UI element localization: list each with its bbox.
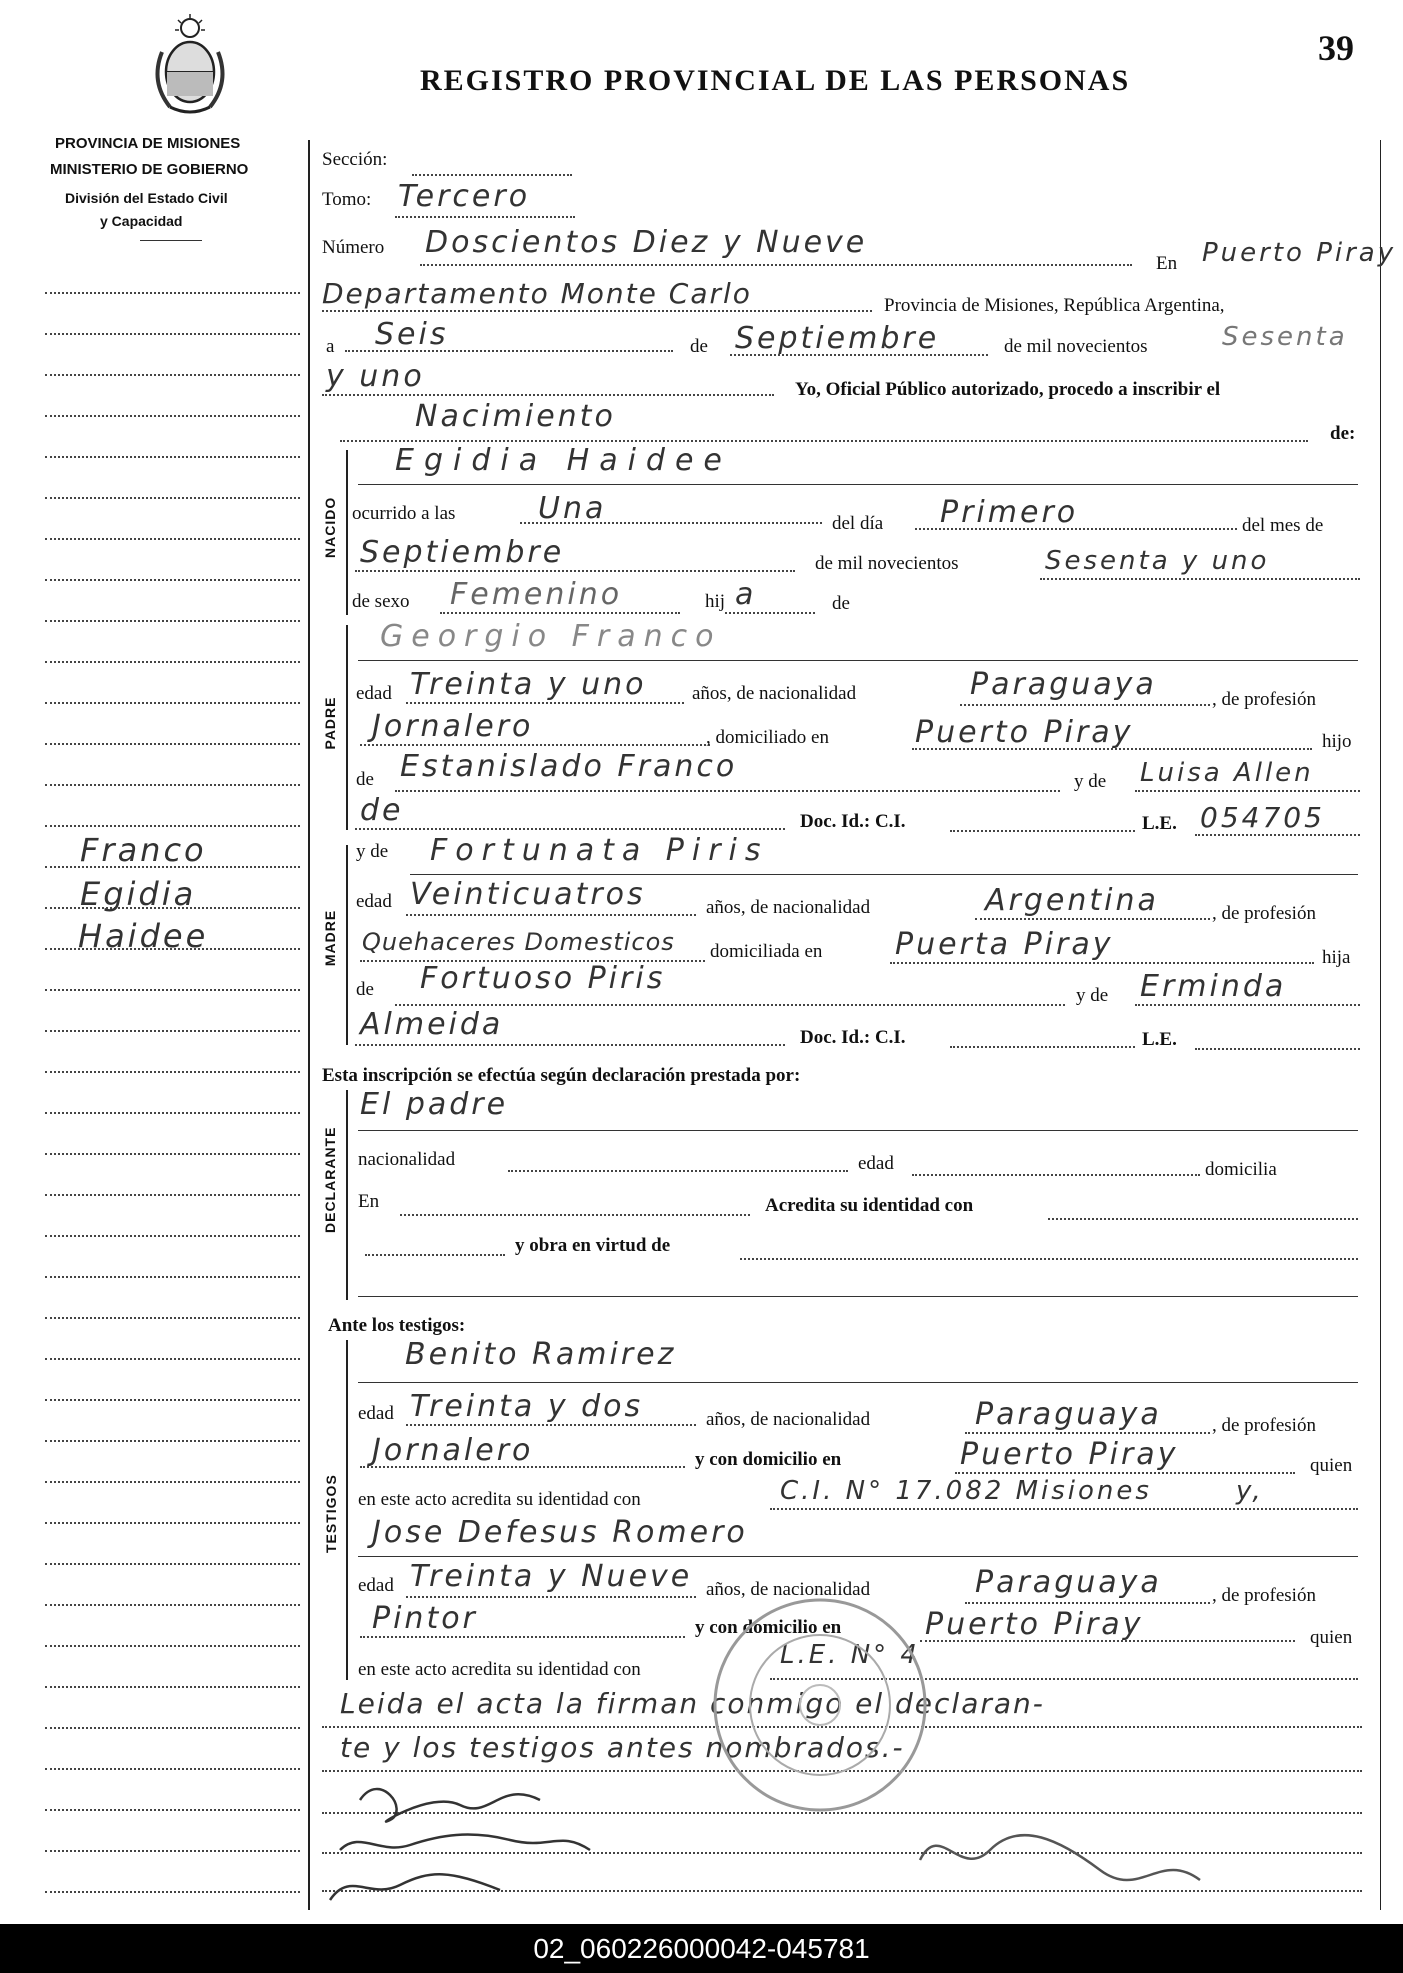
margin-rule bbox=[45, 1317, 300, 1319]
margin-rule bbox=[45, 538, 300, 540]
madre-edad-label: edad bbox=[356, 891, 392, 912]
cierre-line-1: Leida el acta la firman conmigo el declaran- bbox=[340, 1687, 1045, 1720]
domiciliado-label: , domiciliado en bbox=[706, 727, 829, 748]
t1-prof-line bbox=[360, 1466, 685, 1468]
madre-edad-value: Veinticuatros bbox=[410, 877, 646, 912]
header-divider bbox=[140, 240, 202, 241]
yo-oficial-label: Yo, Oficial Público autorizado, procedo a inscribir el bbox=[795, 379, 1221, 400]
decl-nacionalidad-line bbox=[508, 1170, 848, 1172]
nombre-line bbox=[358, 484, 1358, 485]
hija-label: hija bbox=[1322, 947, 1351, 968]
t2-prof-value: Pintor bbox=[372, 1601, 478, 1636]
numero-line bbox=[420, 264, 1132, 266]
padre-prof-value: Jornalero bbox=[372, 709, 534, 744]
numero-label: Número bbox=[322, 237, 385, 258]
padre-profesion-label: , de profesión bbox=[1212, 689, 1316, 710]
sexo-line bbox=[440, 612, 680, 614]
nacido-side-label: NACIDO bbox=[322, 496, 338, 558]
testigo1-line bbox=[358, 1382, 1358, 1383]
margin-note-name1: Egidia bbox=[80, 875, 197, 913]
padre-nac-line bbox=[960, 704, 1210, 706]
padre-side-label: PADRE bbox=[322, 696, 338, 750]
mes-nac-line bbox=[355, 570, 795, 572]
declarante-value: El padre bbox=[360, 1087, 509, 1122]
hij-label: hij bbox=[705, 591, 726, 612]
padre-madre-value-2: de bbox=[360, 793, 404, 828]
t1-domicilio-label: y con domicilio en bbox=[695, 1449, 842, 1470]
madre-madre-line-2 bbox=[355, 1044, 785, 1046]
madre-nac-line bbox=[975, 918, 1210, 920]
margin-note-name2: Haidee bbox=[78, 917, 209, 955]
padre-nombre-line bbox=[358, 660, 1358, 661]
mes-value: Septiembre bbox=[735, 321, 940, 356]
madre-prof-value: Quehaceres Domesticos bbox=[362, 928, 675, 956]
decl-edad-line bbox=[912, 1174, 1200, 1176]
t1-doc-value: C.I. N° 17.082 Misiones bbox=[780, 1476, 1152, 1506]
padre-le-value: 054705 bbox=[1200, 801, 1325, 834]
t2-domicilio-label: y con domicilio en bbox=[695, 1617, 842, 1638]
madre-le-label: L.E. bbox=[1142, 1029, 1177, 1050]
testigos-rule bbox=[346, 1340, 348, 1680]
madre-nombre-value: Fortunata Piris bbox=[430, 833, 769, 868]
signatures-icon bbox=[300, 1760, 1370, 1920]
declarante-line bbox=[358, 1130, 1358, 1131]
declarante-side-label: DECLARANTE bbox=[322, 1126, 338, 1233]
t1-edad-label: edad bbox=[358, 1403, 394, 1424]
hijo-label: hijo bbox=[1322, 731, 1352, 752]
testigos-side-label: TESTIGOS bbox=[323, 1474, 339, 1553]
departamento-line bbox=[322, 310, 872, 312]
tomo-value: Tercero bbox=[398, 179, 531, 214]
de-mil-novecientos-label: de mil novecientos bbox=[815, 553, 959, 574]
seccion-label: Sección: bbox=[322, 149, 388, 170]
declarante-rule bbox=[346, 1090, 348, 1300]
padre-madre-line bbox=[1135, 790, 1360, 792]
margin-rule bbox=[45, 415, 300, 417]
madre-profesion-label: , de profesión bbox=[1212, 903, 1316, 924]
t2-dom-line bbox=[920, 1640, 1295, 1642]
margin-rule bbox=[45, 497, 300, 499]
padre-le-line bbox=[1195, 834, 1360, 836]
sexo-label: de sexo bbox=[352, 591, 410, 612]
padre-padre-line bbox=[395, 790, 1060, 792]
margin-rule bbox=[45, 1522, 300, 1524]
margin-rule bbox=[45, 1112, 300, 1114]
dia-value: Seis bbox=[375, 317, 449, 352]
margin-rule bbox=[45, 292, 300, 294]
padre-rule bbox=[346, 625, 348, 830]
anio-line bbox=[322, 394, 774, 396]
dia-line bbox=[345, 350, 673, 352]
margin-rule bbox=[45, 1235, 300, 1237]
madre-side-label: MADRE bbox=[322, 909, 338, 967]
t1-acredita-label: en este acto acredita su identidad con bbox=[358, 1489, 641, 1510]
t1-dom-line bbox=[955, 1472, 1295, 1474]
hij-line bbox=[725, 612, 815, 614]
margin-rule bbox=[45, 456, 300, 458]
margin-rule bbox=[45, 1399, 300, 1401]
t2-quien-label: quien bbox=[1310, 1627, 1353, 1648]
margin-rule bbox=[45, 1358, 300, 1360]
margin-rule bbox=[45, 1645, 300, 1647]
madre-padre-line bbox=[395, 1004, 1065, 1006]
padre-madre-value: Luisa Allen bbox=[1140, 758, 1314, 788]
t1-edad-value: Treinta y dos bbox=[410, 1389, 644, 1424]
padre-dom-line bbox=[912, 748, 1312, 750]
madre-madre-value-2: Almeida bbox=[360, 1007, 504, 1042]
t1-anos-label: años, de nacionalidad bbox=[706, 1409, 871, 1430]
madre-nombre-line bbox=[410, 874, 1358, 875]
padre-prof-line bbox=[360, 744, 710, 746]
ante-testigos-label: Ante los testigos: bbox=[328, 1315, 466, 1336]
t1-acredita-line bbox=[770, 1508, 1358, 1510]
anio-value-2: y uno bbox=[326, 359, 425, 394]
margin-rule bbox=[45, 1727, 300, 1729]
madre-doc-line bbox=[950, 1046, 1135, 1048]
anio-nac-value: Sesenta y uno bbox=[1045, 546, 1270, 576]
a-label: a bbox=[326, 336, 335, 357]
ministry-label: MINISTERIO DE GOBIERNO bbox=[50, 161, 249, 178]
hora-line bbox=[520, 522, 822, 524]
madre-le-line bbox=[1195, 1048, 1360, 1050]
padre-edad-label: edad bbox=[356, 683, 392, 704]
margin-rule bbox=[45, 1809, 300, 1811]
departamento-value: Departamento Monte Carlo bbox=[322, 277, 752, 310]
padre-doc-line bbox=[950, 830, 1135, 832]
t2-anos-label: años, de nacionalidad bbox=[706, 1579, 871, 1600]
t1-edad-line bbox=[406, 1424, 696, 1426]
numero-value: Doscientos Diez y Nueve bbox=[425, 225, 868, 260]
margin-rule bbox=[45, 1153, 300, 1155]
del-mes-label: del mes de bbox=[1242, 515, 1324, 536]
margin-rule bbox=[45, 661, 300, 663]
inscripcion-label: Esta inscripción se efectúa según declaración prestada por: bbox=[322, 1065, 801, 1086]
decl-acredita-label: Acredita su identidad con bbox=[765, 1195, 974, 1216]
acto-line bbox=[340, 440, 1308, 442]
margin-rule bbox=[45, 1440, 300, 1442]
en-label: En bbox=[1156, 253, 1178, 274]
page-number: 39 bbox=[1318, 28, 1354, 68]
t2-dom-value: Puerto Piray bbox=[925, 1607, 1144, 1642]
madre-nac-value: Argentina bbox=[985, 883, 1159, 918]
margin-rule bbox=[45, 333, 300, 335]
margin-rule bbox=[45, 1481, 300, 1483]
lugar-value: Puerto Piray bbox=[1202, 238, 1397, 268]
madre-dom-line bbox=[890, 962, 1314, 964]
domiciliada-label: domiciliada en bbox=[710, 941, 823, 962]
t2-profesion-label: , de profesión bbox=[1212, 1585, 1316, 1606]
margin-rule bbox=[45, 1768, 300, 1770]
t1-nac-line bbox=[965, 1432, 1210, 1434]
mes-nac-value: Septiembre bbox=[360, 535, 565, 570]
t2-edad-label: edad bbox=[358, 1575, 394, 1596]
dia-nac-line bbox=[915, 528, 1237, 530]
t1-quien-label: quien bbox=[1310, 1455, 1353, 1476]
right-vertical-rule bbox=[1380, 140, 1381, 1910]
t2-doc-value: L.E. N° 4 bbox=[780, 1640, 920, 1670]
margin-rule bbox=[45, 1194, 300, 1196]
tomo-line bbox=[395, 216, 575, 218]
margin-rule bbox=[45, 1891, 300, 1893]
madre-edad-line bbox=[406, 914, 696, 916]
decl-obra-label: y obra en virtud de bbox=[515, 1235, 671, 1256]
sexo-value: Femenino bbox=[450, 577, 623, 612]
margin-rule bbox=[45, 1850, 300, 1852]
dia-nac-value: Primero bbox=[940, 495, 1079, 530]
provincia-label: Provincia de Misiones, República Argentina, bbox=[884, 295, 1225, 316]
madre-doc-label: Doc. Id.: C.I. bbox=[800, 1027, 906, 1048]
margin-rule bbox=[45, 1030, 300, 1032]
nombre-value: Egidia Haidee bbox=[395, 443, 732, 478]
de-label: de bbox=[690, 336, 708, 357]
margin-rule bbox=[45, 784, 300, 786]
padre-dom-value: Puerto Piray bbox=[915, 715, 1134, 750]
padre-edad-value: Treinta y uno bbox=[410, 667, 647, 702]
padre-le-label: L.E. bbox=[1142, 813, 1177, 834]
testigo2-value: Jose Defesus Romero bbox=[372, 1515, 748, 1550]
t1-dom-value: Puerto Piray bbox=[960, 1437, 1179, 1472]
padre-de-label: de bbox=[356, 769, 374, 790]
capacity-label: y Capacidad bbox=[100, 213, 183, 229]
padre-edad-line bbox=[406, 702, 684, 704]
nacido-rule bbox=[346, 450, 348, 615]
madre-madre-value: Erminda bbox=[1140, 969, 1287, 1004]
margin-rule bbox=[45, 989, 300, 991]
tomo-label: Tomo: bbox=[322, 189, 372, 210]
document-title: REGISTRO PROVINCIAL DE LAS PERSONAS bbox=[420, 64, 1131, 97]
padre-doc-label: Doc. Id.: C.I. bbox=[800, 811, 906, 832]
t2-nac-line bbox=[965, 1602, 1210, 1604]
anio-value: Sesenta bbox=[1222, 322, 1348, 352]
hora-value: Una bbox=[538, 491, 607, 526]
seccion-line bbox=[412, 174, 572, 176]
decl-en-line bbox=[400, 1214, 750, 1216]
padre-padre-value: Estanislado Franco bbox=[400, 749, 738, 784]
madre-rule bbox=[346, 845, 348, 1045]
mil-novecientos-label: de mil novecientos bbox=[1004, 336, 1148, 357]
del-dia-label: del día bbox=[832, 513, 884, 534]
mes-line bbox=[730, 354, 988, 356]
testigo2-line bbox=[358, 1556, 1358, 1557]
padre-madre-line-2 bbox=[355, 828, 785, 830]
madre-de-label: de bbox=[356, 979, 374, 1000]
decl-domicilia-label: domicilia bbox=[1205, 1159, 1277, 1180]
margin-rule bbox=[45, 1276, 300, 1278]
margin-note-surname: Franco bbox=[80, 831, 207, 869]
margin-rule bbox=[45, 579, 300, 581]
madre-madre-line bbox=[1135, 1004, 1360, 1006]
de-label-2: de bbox=[832, 593, 850, 614]
document-id-footer: 02_060226000042-045781 bbox=[0, 1924, 1403, 1973]
madre-anos-label: años, de nacionalidad bbox=[706, 897, 871, 918]
madre-padre-value: Fortuoso Piris bbox=[420, 961, 666, 996]
t1-profesion-label: , de profesión bbox=[1212, 1415, 1316, 1436]
margin-rule bbox=[45, 374, 300, 376]
padre-nombre-value: Georgio Franco bbox=[380, 619, 722, 654]
province-label: PROVINCIA DE MISIONES bbox=[55, 135, 241, 152]
margin-rule bbox=[45, 1071, 300, 1073]
margin-rule bbox=[45, 825, 300, 827]
division-label: División del Estado Civil bbox=[65, 190, 228, 206]
decl-bottom-line bbox=[358, 1296, 1358, 1297]
t2-acredita-label: en este acto acredita su identidad con bbox=[358, 1659, 641, 1680]
t2-edad-value: Treinta y Nueve bbox=[410, 1559, 693, 1594]
t2-nac-value: Paraguaya bbox=[975, 1565, 1162, 1600]
padre-anos-label: años, de nacionalidad bbox=[692, 683, 857, 704]
padre-y-de-label: y de bbox=[1074, 771, 1107, 792]
decl-acredita-line bbox=[1048, 1218, 1358, 1220]
margin-rule bbox=[45, 743, 300, 745]
margin-rule bbox=[45, 1604, 300, 1606]
margin-rule bbox=[45, 1563, 300, 1565]
t1-y-value: y, bbox=[1236, 1476, 1264, 1506]
anio-nac-line bbox=[1040, 578, 1360, 580]
t2-edad-line bbox=[406, 1596, 696, 1598]
ocurrido-label: ocurrido a las bbox=[352, 503, 456, 524]
decl-edad-label: edad bbox=[858, 1153, 894, 1174]
t2-prof-line bbox=[360, 1636, 685, 1638]
madre-y-de-label: y de bbox=[356, 841, 389, 862]
decl-en-label: En bbox=[358, 1191, 380, 1212]
de-colon-label: de: bbox=[1330, 423, 1356, 444]
coat-of-arms-icon bbox=[140, 12, 240, 122]
testigo1-value: Benito Ramirez bbox=[405, 1337, 677, 1372]
main-vertical-rule bbox=[308, 140, 310, 1910]
margin-rule bbox=[45, 702, 300, 704]
acto-value: Nacimiento bbox=[415, 399, 616, 434]
margin-rule bbox=[45, 620, 300, 622]
decl-nacionalidad-label: nacionalidad bbox=[358, 1149, 456, 1170]
decl-obra-pre-line bbox=[365, 1254, 505, 1256]
cierre-line-2: te y los testigos antes nombrados.- bbox=[340, 1731, 905, 1764]
t1-prof-value: Jornalero bbox=[372, 1433, 534, 1468]
t1-nac-value: Paraguaya bbox=[975, 1397, 1162, 1432]
margin-rule bbox=[45, 1686, 300, 1688]
madre-dom-value: Puerta Piray bbox=[895, 927, 1114, 962]
madre-y-de2-label: y de bbox=[1076, 985, 1109, 1006]
padre-nac-value: Paraguaya bbox=[970, 667, 1157, 702]
decl-obra-line bbox=[740, 1258, 1358, 1260]
hij-suffix-value: a bbox=[735, 577, 757, 612]
